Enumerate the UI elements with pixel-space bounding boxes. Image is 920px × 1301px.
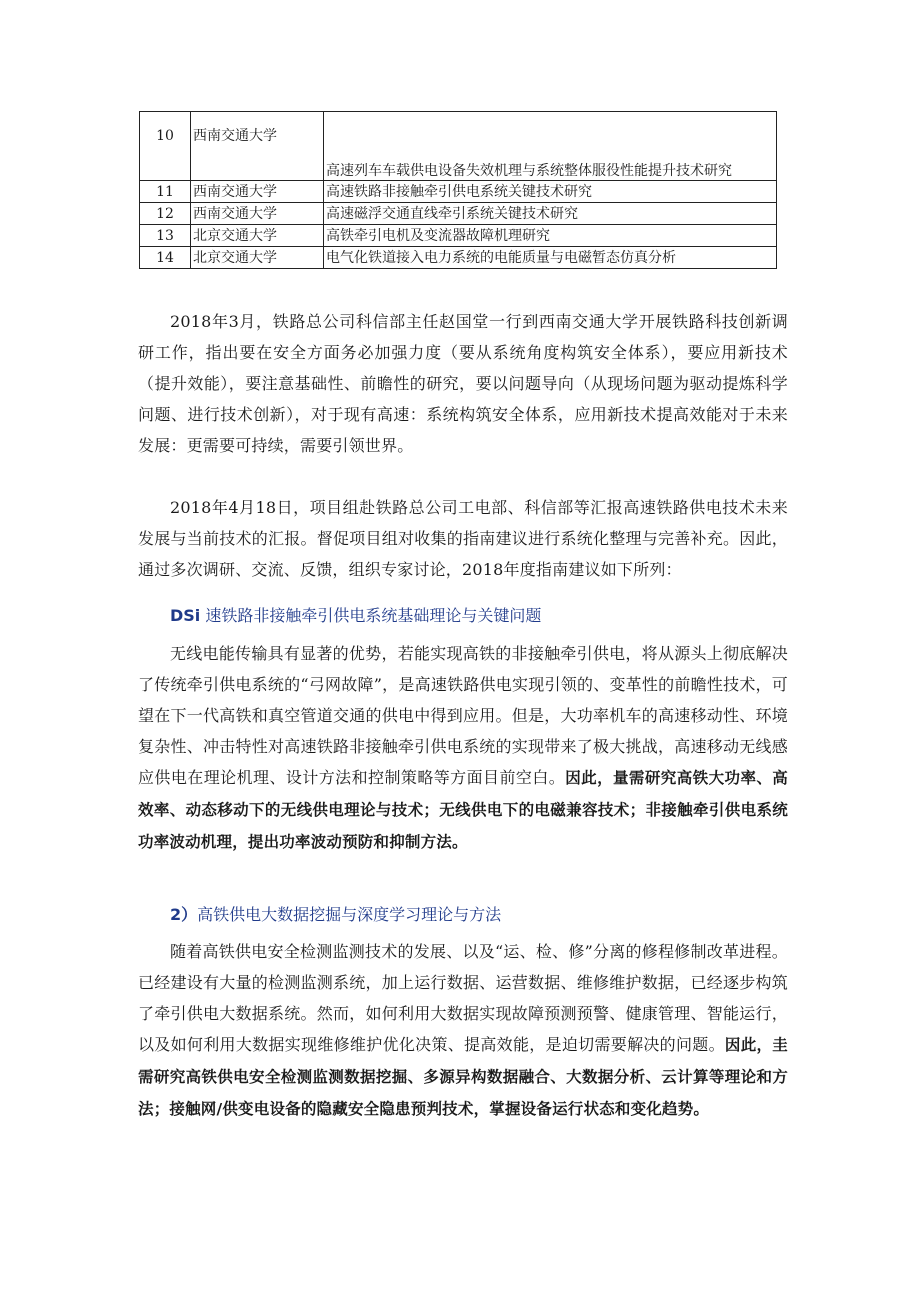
row-organization: 北京交通大学 bbox=[191, 247, 324, 269]
section-heading-2-number: 2） bbox=[170, 905, 198, 924]
section-heading-2-text: 高铁供电大数据挖掘与深度学习理论与方法 bbox=[197, 905, 502, 924]
paragraph-big-data-text: 随着高铁供电安全检测监测技术的发展、以及“运、检、修”分离的修程修制改革进程。已经建设有大量的检测监测系统，加上运行数据、运营数据、维修维护数据，已经逐步构筑了牵引供电大数据系统。然而，如何利用大数据实现故障预测预警、健康管理、智能运行，以及如何利用大数据实现维修维护优化决策、提高效能，是迫切需要解决的问题。 bbox=[138, 942, 788, 1054]
row-topic: 高速铁路非接触牵引供电系统关键技术研究 bbox=[324, 181, 777, 203]
row-number: 10 bbox=[140, 112, 191, 181]
table-row bbox=[140, 247, 777, 269]
row-organization: 北京交通大学 bbox=[191, 225, 324, 247]
section-heading-1 bbox=[170, 604, 541, 628]
section-heading-2 bbox=[170, 903, 501, 927]
paragraph-big-data-emphasis: 因此，圭需研究高铁供电安全检测监测数据挖掘、多源异构数据融合、大数据分析、云计算等理论和方法；接触网/供变电设备的隐藏安全隐患预判技术，掌握设备运行状态和变化趋势。 bbox=[138, 1036, 788, 1118]
row-organization: 西南交通大学 bbox=[191, 203, 324, 225]
paragraph-report-summary: 2018年4月18日，项目组赴铁路总公司工电部、科信部等汇报高速铁路供电技术未来发展与当前技术的汇报。督促项目组对收集的指南建议进行系统化整理与完善补充。因此，通过多次调研、交流、反馈，组织专家讨论，2018年度指南建议如下所列： bbox=[138, 498, 788, 579]
paragraph-wireless-power-text: 无线电能传输具有显著的优势，若能实现高铁的非接触牵引供电，将从源头上彻底解决了传统牵引供电系统的“弓网故障”，是高速铁路供电实现引领的、变革性的前瞻性技术，可望在下一代高铁和真空管道交通的供电中得到应用。但是，大功率机车的高速移动性、环境复杂性、冲击特性对高速铁路非接触牵引供电系统的实现带来了极大挑战，高速移动无线感应供电在理论机理、设计方法和控制策略等方面目前空白。 bbox=[138, 644, 788, 787]
row-topic: 高速磁浮交通直线牵引系统关键技术研究 bbox=[324, 203, 777, 225]
row-topic: 高铁牵引电机及变流器故障机理研究 bbox=[324, 225, 777, 247]
paragraph-wireless-power-emphasis: 因此，量需研究高铁大功率、高效率、动态移动下的无线供电理论与技术；无线供电下的电磁兼容技术；非接触牵引供电系统功率波动机理，提出功率波动预防和抑制方法。 bbox=[138, 769, 788, 851]
row-number: 13 bbox=[140, 225, 191, 247]
table-row bbox=[140, 225, 777, 247]
paragraph-research-visit: 2018年3月，铁路总公司科信部主任赵国堂一行到西南交通大学开展铁路科技创新调研工作，指出要在安全方面务必加强力度（要从系统角度构筑安全体系），要应用新技术（提升效能），要注意基础性、前瞻性的研究，要以问题导向（从现场问题为驱动提炼科学问题、进行技术创新），对于现有高速：系统构筑安全体系，应用新技术提高效能对于未来发展：更需要可持续，需要引领世界。 bbox=[138, 312, 788, 455]
project-table bbox=[139, 111, 777, 269]
table-row bbox=[140, 203, 777, 225]
section-heading-1-number: DSi bbox=[170, 606, 201, 625]
row-organization: 西南交通大学 bbox=[191, 181, 324, 203]
table-row bbox=[140, 181, 777, 203]
row-topic: 高速列车车载供电设备失效机理与系统整体服役性能提升技术研究 bbox=[324, 112, 777, 181]
row-topic: 电气化铁道接入电力系统的电能质量与电磁暂态仿真分析 bbox=[324, 247, 777, 269]
table-row bbox=[140, 112, 777, 181]
section-heading-1-text: 速铁路非接触牵引供电系统基础理论与关键问题 bbox=[205, 606, 542, 625]
row-organization: 西南交通大学 bbox=[191, 112, 324, 181]
paragraph-wireless-power bbox=[138, 638, 788, 858]
row-number: 11 bbox=[140, 181, 191, 203]
paragraph-big-data bbox=[138, 936, 788, 1125]
row-number: 14 bbox=[140, 247, 191, 269]
row-number: 12 bbox=[140, 203, 191, 225]
